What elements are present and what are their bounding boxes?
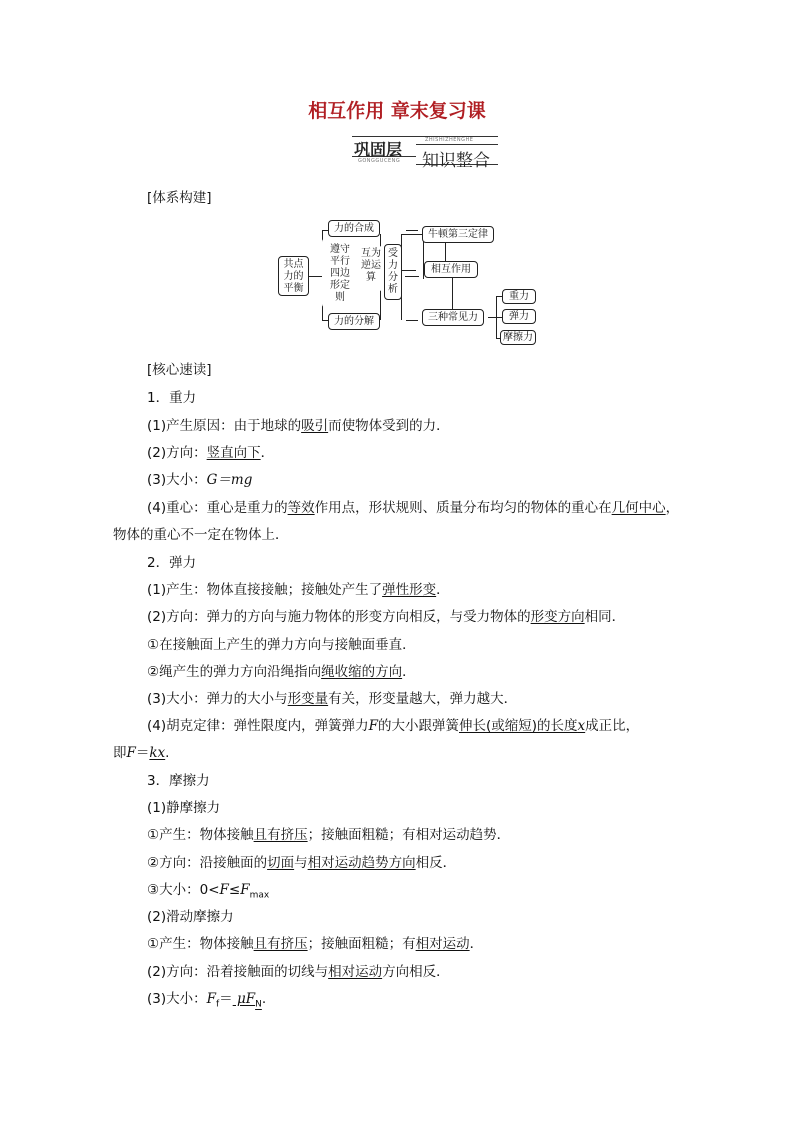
gravity-cause: (1)产生原因：由于地球的吸引而使物体受到的力． [147,418,450,434]
gravity-size: (3)大小：G＝mg [147,472,253,488]
friction-static-direction: ②方向：沿接触面的切面与相对运动趋势方向相反． [147,855,457,871]
elastic-direction: (2)方向：弹力的方向与施力物体的形变方向相反，与受力物体的形变方向相同． [147,609,626,625]
diagram-interaction: 相互作用 [424,261,478,278]
gravity-direction: (2)方向：竖直向下． [147,445,275,461]
diagram-three-forces: 三种常见力 [422,309,484,326]
concept-diagram [276,214,540,349]
framework-label: [体系构建] [147,190,212,206]
gravity-heading: 1．重力 [147,390,197,406]
diagram-gravity: 重力 [502,289,536,304]
friction-static: (1)静摩擦力 [147,800,221,816]
diagram-inverse: 互为逆运算 [359,246,383,291]
diagram-balance: 共点力的平衡 [278,256,309,296]
elastic-case1: ①在接触面上产生的弹力方向与接触面垂直． [147,637,416,653]
diagram-analysis: 受力分析 [384,244,402,300]
diagram-friction: 摩擦力 [500,330,536,345]
section-badge [350,135,500,171]
diagram-decompose: 力的分解 [328,313,380,330]
friction-sliding-direction: (2)方向：沿着接触面的切线与相对运动方向相反． [147,964,450,980]
diagram-elastic: 弹力 [502,309,536,324]
friction-static-generate: ①产生：物体接触且有挤压；接触面粗糙；有相对运动趋势． [147,827,511,843]
page-title: 相互作用 章末复习课 [308,100,486,122]
badge-left: 巩固层 [354,140,403,159]
friction-sliding-size: (3)大小：$F_f= \mu F_N$. [147,991,267,1010]
elastic-case2: ②绳产生的弹力方向沿绳指向绳收缩的方向． [147,664,416,680]
friction-sliding: (2)滑动摩擦力 [147,909,234,925]
elastic-size: (3)大小：弹力的大小与形变量有关，形变量越大，弹力越大． [147,691,518,707]
diagram-compose: 力的合成 [328,220,380,237]
diagram-newton3: 牛顿第三定律 [422,226,494,243]
badge-right-pinyin: ZHISHIZHENGHE [425,137,474,143]
badge-left-pinyin: GONGGUCENG [358,158,401,164]
diagram-parallelogram: 遵守平行四边形定则 [322,238,358,308]
elastic-generate: (1)产生：物体直接接触；接触处产生了弹性形变． [147,582,450,598]
friction-static-size: ③大小：$0<F\le F_{max}$ [147,882,270,901]
elastic-heading: 2．弹力 [147,555,197,571]
gravity-center: (4)重心：重心是重力的等效作用点，形状规则、质量分布均匀的物体的重心在几何中心， [147,500,680,516]
friction-heading: 3．摩擦力 [147,773,210,789]
elastic-hooke-line2: 即F＝kx. [113,745,170,761]
badge-right: 知识整合 [422,151,490,171]
gravity-center-line2: 物体的重心不一定在物体上． [113,527,289,543]
elastic-hooke: (4)胡克定律：弹性限度内，弹簧弹力F的大小跟弹簧伸长(或缩短)的长度x成正比， [147,718,640,734]
core-label: [核心速读] [147,362,212,378]
friction-sliding-generate: ①产生：物体接触且有挤压；接触面粗糙；有相对运动． [147,936,484,952]
